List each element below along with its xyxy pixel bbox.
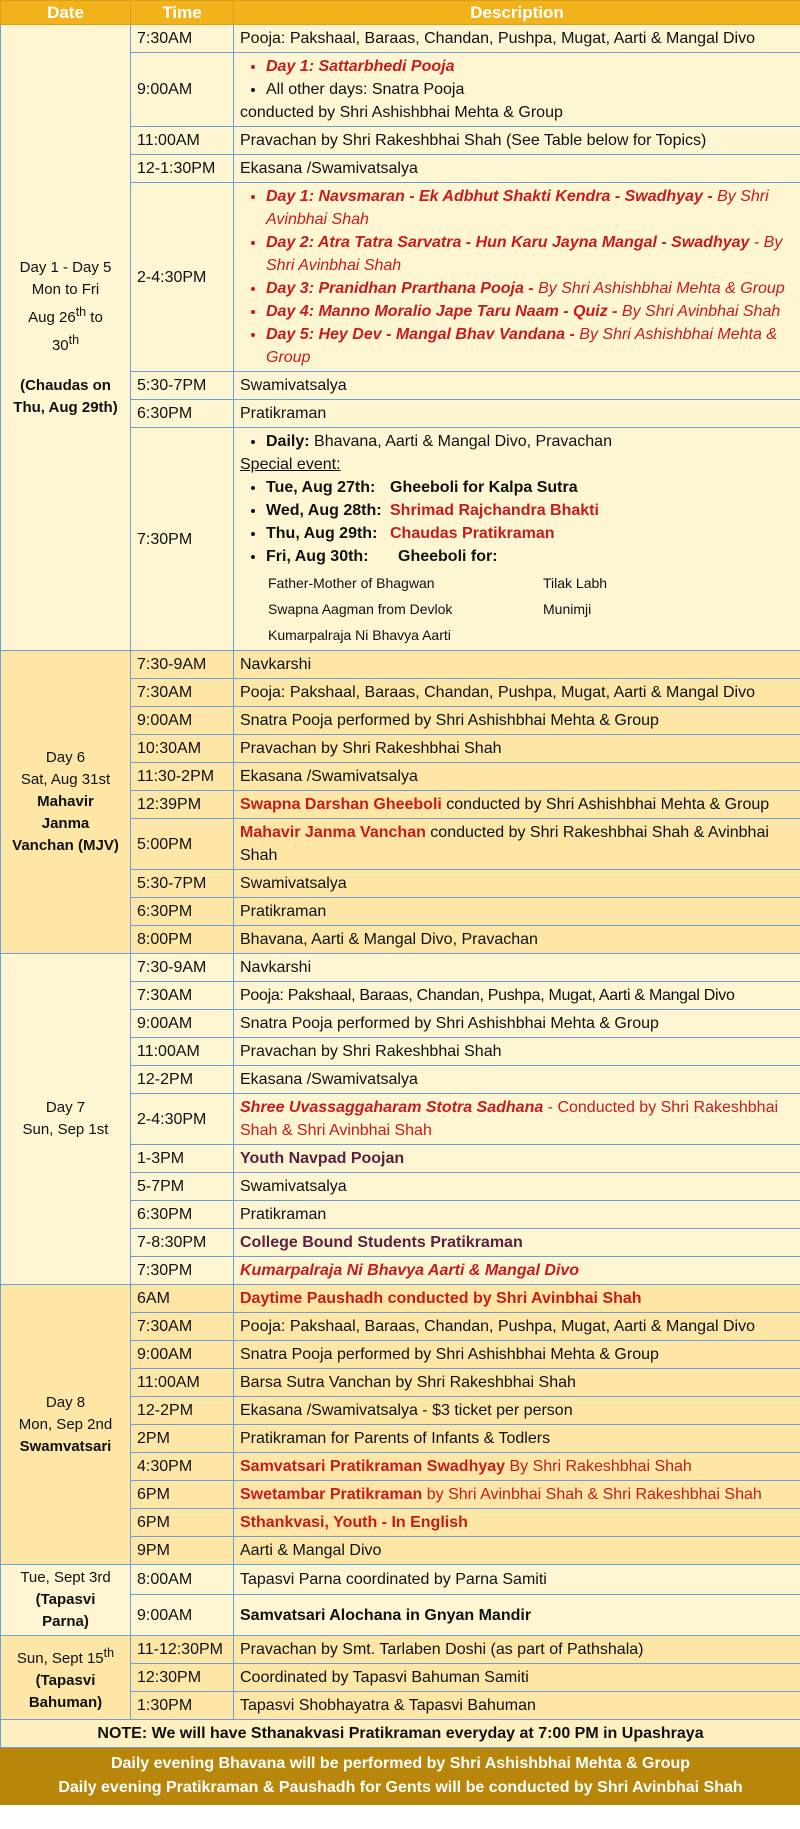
time-cell: 6:30PM: [131, 1201, 234, 1229]
time-cell: 7:30-9AM: [131, 954, 234, 982]
time-cell: 11:00AM: [131, 127, 234, 155]
table-row: [1, 1636, 800, 1664]
time-cell: 2-4:30PM: [131, 1094, 234, 1145]
description-cell: Snatra Pooja performed by Shri Ashishbhai Mehta & Group: [234, 707, 800, 735]
time-cell: 7:30PM: [131, 428, 234, 651]
time-cell: 7:30-9AM: [131, 651, 234, 679]
time-cell: 7:30AM: [131, 1313, 234, 1341]
date-cell: Tue, Sept 3rd (Tapasvi Parna): [1, 1565, 131, 1636]
time-cell: 1-3PM: [131, 1145, 234, 1173]
list-item: • Day 4: Manno Moralio Jape Taru Naam - Quiz - By Shri Avinbhai Shah: [266, 300, 794, 323]
table-row: [1, 25, 800, 53]
time-cell: 11:00AM: [131, 1369, 234, 1397]
description-cell: Bhavana, Aarti & Mangal Divo, Pravachan: [234, 926, 800, 954]
description-cell: Snatra Pooja performed by Shri Ashishbhai Mehta & Group: [234, 1010, 800, 1038]
description-cell: Aarti & Mangal Divo: [234, 1537, 800, 1565]
description-cell: Navkarshi: [234, 954, 800, 982]
time-cell: 11-12:30PM: [131, 1636, 234, 1664]
header-row: [1, 1, 800, 25]
time-cell: 5:00PM: [131, 819, 234, 870]
description-cell: [234, 183, 800, 372]
description-cell: Ekasana /Swamivatsalya: [234, 763, 800, 791]
time-cell: 7:30PM: [131, 1257, 234, 1285]
date-cell: Day 7 Sun, Sep 1st: [1, 954, 131, 1285]
time-cell: 11:30-2PM: [131, 763, 234, 791]
description-cell: College Bound Students Pratikraman: [234, 1229, 800, 1257]
time-cell: 7:30AM: [131, 679, 234, 707]
description-cell: Daytime Paushadh conducted by Shri Avinbhai Shah: [234, 1285, 800, 1313]
time-cell: 12:30PM: [131, 1664, 234, 1692]
description-cell: Barsa Sutra Vanchan by Shri Rakeshbhai Shah: [234, 1369, 800, 1397]
table-row: [1, 1565, 800, 1595]
list-item: • Tue, Aug 27th: Gheeboli for Kalpa Sutra: [266, 476, 794, 499]
time-cell: 12:39PM: [131, 791, 234, 819]
time-cell: 6PM: [131, 1509, 234, 1537]
gheeboli-list: Father-Mother of Bhagwan Tilak Labh Swapna Aagman from Devlok Munimji Kumarpalraja Ni Bhavya Aarti: [268, 575, 608, 643]
time-cell: 11:00AM: [131, 1038, 234, 1066]
description-cell: Pooja: Pakshaal, Baraas, Chandan, Pushpa, Mugat, Aarti & Mangal Divo: [234, 982, 800, 1010]
description-cell: Tapasvi Parna coordinated by Parna Samiti: [234, 1565, 800, 1595]
description-cell: Swamivatsalya: [234, 1173, 800, 1201]
time-cell: 10:30AM: [131, 735, 234, 763]
time-cell: 9:00AM: [131, 1010, 234, 1038]
time-cell: 6PM: [131, 1481, 234, 1509]
description-cell: Kumarpalraja Ni Bhavya Aarti & Mangal Divo: [234, 1257, 800, 1285]
time-cell: 9:00AM: [131, 707, 234, 735]
description-cell: Pratikraman: [234, 1201, 800, 1229]
list-item: • Day 1: Sattarbhedi Pooja: [266, 55, 794, 78]
description-cell: Swamivatsalya: [234, 372, 800, 400]
description-cell: Pravachan by Shri Rakeshbhai Shah: [234, 735, 800, 763]
table-row: [1, 651, 800, 679]
description-cell: Tapasvi Shobhayatra & Tapasvi Bahuman: [234, 1692, 800, 1720]
header-description: Description: [234, 1, 800, 25]
description-cell: Pooja: Pakshaal, Baraas, Chandan, Pushpa, Mugat, Aarti & Mangal Divo: [234, 679, 800, 707]
table-row: [1, 1285, 800, 1313]
time-cell: 6:30PM: [131, 898, 234, 926]
time-cell: 9:00AM: [131, 1341, 234, 1369]
description-cell: Pravachan by Smt. Tarlaben Doshi (as part of Pathshala): [234, 1636, 800, 1664]
footer-row: [1, 1748, 800, 1805]
table-row: [1, 954, 800, 982]
list-item: • Wed, Aug 28th: Shrimad Rajchandra Bhakti: [266, 499, 794, 522]
time-cell: 5:30-7PM: [131, 870, 234, 898]
list-item: • Fri, Aug 30th: Gheeboli for:: [266, 545, 794, 568]
description-cell: Sthankvasi, Youth - In English: [234, 1509, 800, 1537]
description-cell: Samvatsari Pratikraman Swadhyay By Shri Rakeshbhai Shah: [234, 1453, 800, 1481]
description-cell: Pratikraman: [234, 898, 800, 926]
footer-text: Daily evening Bhavana will be performed by Shri Ashishbhai Mehta & Group Daily evening Pratikraman & Paushadh for Gents will be conducted by Shri Avinbhai Shah: [1, 1748, 800, 1805]
description-cell: Coordinated by Tapasvi Bahuman Samiti: [234, 1664, 800, 1692]
date-cell: Sun, Sept 15th (Tapasvi Bahuman): [1, 1636, 131, 1720]
description-cell: Shree Uvassaggaharam Stotra Sadhana - Conducted by Shri Rakeshbhai Shah & Shri Avinbhai Shah: [234, 1094, 800, 1145]
description-cell: Pravachan by Shri Rakeshbhai Shah (See Table below for Topics): [234, 127, 800, 155]
time-cell: 8:00PM: [131, 926, 234, 954]
time-cell: 9PM: [131, 1537, 234, 1565]
time-cell: 12-1:30PM: [131, 155, 234, 183]
header-time: Time: [131, 1, 234, 25]
time-cell: 1:30PM: [131, 1692, 234, 1720]
time-cell: 9:00AM: [131, 53, 234, 127]
time-cell: 7-8:30PM: [131, 1229, 234, 1257]
time-cell: 5-7PM: [131, 1173, 234, 1201]
description-cell: • Daily: Bhavana, Aarti & Mangal Divo, Pravachan Special event: • Tue, Aug 27th: Gheeboli for Kalpa Sutra • Wed, Aug 28th: Shrimad Rajchandra Bhakti • Thu, Aug 29th: Chaudas Pratikraman • Fri, Aug 30th: Gheeboli for: Father-Mother of Bhagwan Tilak Labh Swapna Aagman from Devlok Munimji Kumarpalraja Ni Bhavya Aarti: [234, 428, 800, 651]
list-item: • Day 1: Navsmaran - Ek Adbhut Shakti Kendra - Swadhyay - By Shri Avinbhai Shah: [266, 185, 794, 231]
time-cell: 6:30PM: [131, 400, 234, 428]
list-item: • Day 2: Atra Tatra Sarvatra - Hun Karu Jayna Mangal - Swadhyay - By Shri Avinbhai Shah: [266, 231, 794, 277]
description-cell: Pooja: Pakshaal, Baraas, Chandan, Pushpa, Mugat, Aarti & Mangal Divo: [234, 1313, 800, 1341]
list-item: • Daily: Bhavana, Aarti & Mangal Divo, Pravachan: [266, 430, 794, 453]
description-cell: Pratikraman for Parents of Infants & Todlers: [234, 1425, 800, 1453]
list-item: • All other days: Snatra Pooja: [266, 78, 794, 101]
description-cell: Pooja: Pakshaal, Baraas, Chandan, Pushpa, Mugat, Aarti & Mangal Divo: [234, 25, 800, 53]
description-cell: Youth Navpad Poojan: [234, 1145, 800, 1173]
description-cell: Snatra Pooja performed by Shri Ashishbhai Mehta & Group: [234, 1341, 800, 1369]
time-cell: 5:30-7PM: [131, 372, 234, 400]
note-row: [1, 1720, 800, 1748]
time-cell: 9:00AM: [131, 1595, 234, 1636]
list-item: • Thu, Aug 29th: Chaudas Pratikraman: [266, 522, 794, 545]
description-cell: Swetambar Pratikraman by Shri Avinbhai Shah & Shri Rakeshbhai Shah: [234, 1481, 800, 1509]
description-cell: Samvatsari Alochana in Gnyan Mandir: [234, 1595, 800, 1636]
time-cell: 2-4:30PM: [131, 183, 234, 372]
date-cell: Day 8 Mon, Sep 2nd Swamvatsari: [1, 1285, 131, 1565]
time-cell: 6AM: [131, 1285, 234, 1313]
time-cell: 12-2PM: [131, 1397, 234, 1425]
time-cell: 2PM: [131, 1425, 234, 1453]
description-cell: Ekasana /Swamivatsalya: [234, 1066, 800, 1094]
description-cell: Swamivatsalya: [234, 870, 800, 898]
note-text: NOTE: We will have Sthanakvasi Pratikraman everyday at 7:00 PM in Upashraya: [1, 1720, 800, 1748]
description-cell: Swapna Darshan Gheeboli conducted by Shri Ashishbhai Mehta & Group: [234, 791, 800, 819]
list-item: • Day 5: Hey Dev - Mangal Bhav Vandana - By Shri Ashishbhai Mehta & Group: [266, 323, 794, 369]
description-cell: Pravachan by Shri Rakeshbhai Shah: [234, 1038, 800, 1066]
time-cell: 7:30AM: [131, 982, 234, 1010]
description-cell: Ekasana /Swamivatsalya - $3 ticket per person: [234, 1397, 800, 1425]
description-cell: • Day 1: Sattarbhedi Pooja • All other days: Snatra Pooja conducted by Shri Ashishbhai Mehta & Group: [234, 53, 800, 127]
time-cell: 7:30AM: [131, 25, 234, 53]
time-cell: 4:30PM: [131, 1453, 234, 1481]
time-cell: 12-2PM: [131, 1066, 234, 1094]
time-cell: 8:00AM: [131, 1565, 234, 1595]
list-item: • Day 3: Pranidhan Prarthana Pooja - By Shri Ashishbhai Mehta & Group: [266, 277, 794, 300]
description-cell: Pratikraman: [234, 400, 800, 428]
date-cell: Day 1 - Day 5 Mon to Fri Aug 26th to 30th (Chaudas on Thu, Aug 29th): [1, 25, 131, 651]
description-cell: Ekasana /Swamivatsalya: [234, 155, 800, 183]
date-cell: Day 6 Sat, Aug 31st Mahavir Janma Vanchan (MJV): [1, 651, 131, 954]
description-cell: Navkarshi: [234, 651, 800, 679]
header-date: Date: [1, 1, 131, 25]
description-cell: Mahavir Janma Vanchan conducted by Shri Rakeshbhai Shah & Avinbhai Shah: [234, 819, 800, 870]
